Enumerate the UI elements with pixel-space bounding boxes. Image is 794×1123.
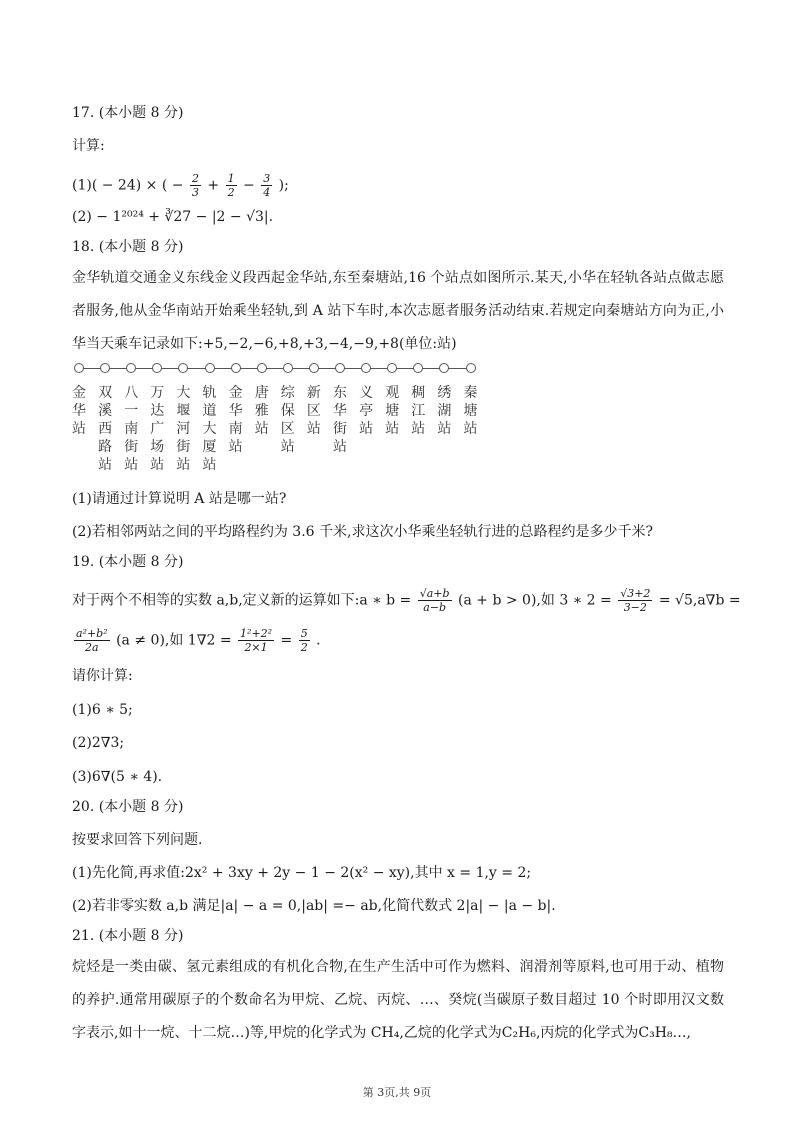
fraction-denominator: 2: [227, 186, 235, 199]
fraction-denominator: 3: [191, 186, 199, 199]
q17-part1-prefix: (1)( − 24) × ( −: [72, 177, 184, 194]
station-name: 观塘站: [385, 385, 400, 437]
q20-prompt: 按要求回答下列问题.: [72, 832, 203, 848]
station-name: 综保区站: [280, 385, 295, 455]
station-marker-icon: [74, 363, 84, 373]
station-name: 万达广场站: [150, 385, 165, 473]
fraction: [190, 172, 201, 199]
fraction-numerator: 3: [263, 172, 271, 185]
station-name: 东华街站: [333, 385, 347, 455]
station-marker-icon: [466, 363, 476, 373]
q19-prompt: 请你计算:: [72, 668, 133, 684]
station-name: 轨道大厦站: [202, 385, 217, 473]
station-marker-icon: [361, 363, 371, 373]
station-name: 金华南站: [228, 385, 243, 455]
station-marker-icon: [257, 363, 267, 373]
fraction-denominator: 4: [263, 186, 271, 199]
q21-header: 21. (本小题 8 分): [72, 928, 184, 944]
station-name: 大堰河街站: [176, 385, 191, 473]
station-name: 新区站: [306, 385, 321, 437]
metro-line-diagram: [68, 362, 478, 473]
q19-intro-text: .: [316, 632, 321, 649]
station-marker-icon: [100, 363, 110, 373]
station-marker-icon: [126, 363, 136, 373]
station-marker-icon: [231, 363, 241, 373]
fraction-denominator: a−b: [423, 601, 447, 614]
q20-sub1: (1)先化简,再求值:2x² + 3xy + 2y − 1 − 2(x² − xy),其中 x = 1,y = 2;: [72, 865, 532, 881]
fraction-denominator: 2×1: [244, 641, 268, 654]
q19-intro-line2: [72, 627, 321, 654]
q17-part1: [72, 172, 289, 199]
q17-part1-suffix: );: [278, 177, 289, 194]
q17-prompt: 计算:: [72, 138, 105, 154]
station-marker-icon: [413, 363, 423, 373]
q20-sub2: (2)若非零实数 a,b 满足|a| − a = 0,|ab| =− ab,化简代数式 2|a| − |a − b|.: [72, 898, 556, 914]
station-name: 唐雅站: [254, 385, 269, 437]
station-name: 八一南街站: [124, 385, 139, 473]
q17-header: 17. (本小题 8 分): [72, 105, 184, 121]
station-marker-icon: [152, 363, 162, 373]
fraction: [226, 172, 237, 199]
station-marker-icon: [309, 363, 319, 373]
station-marker-icon: [335, 363, 345, 373]
fraction-numerator: 5: [300, 627, 308, 640]
q18-sub1: (1)请通过计算说明 A 站是哪一站?: [72, 491, 287, 507]
station-name: 双溪西路站: [98, 385, 113, 473]
fraction: [238, 627, 274, 654]
fraction: [418, 587, 452, 614]
q17-part2: (2) − 1²⁰²⁴ + ∛27 − |2 − √3|.: [72, 209, 274, 225]
fraction: [74, 627, 110, 654]
station-name: 金华站: [72, 385, 86, 437]
station-name: 稠江站: [411, 385, 426, 437]
station-marker-icon: [439, 363, 449, 373]
station-marker-icon: [387, 363, 397, 373]
q19-intro-text: = √5,a∇b =: [658, 592, 741, 609]
q19-sub3: (3)6∇(5 ∗ 4).: [72, 769, 163, 785]
fraction-numerator: 1²+2²: [240, 627, 273, 640]
fraction-numerator: √a+b: [419, 587, 450, 600]
station-marker-icon: [178, 363, 188, 373]
fraction: [299, 627, 310, 654]
fraction-denominator: 2: [300, 641, 308, 654]
fraction: [618, 587, 652, 614]
fraction: [261, 172, 272, 199]
station-name: 义亭站: [359, 385, 374, 437]
fraction-numerator: 2: [191, 172, 199, 185]
q19-intro-line1: [72, 587, 741, 614]
q19-sub1: (1)6 ∗ 5;: [72, 702, 133, 718]
fraction-numerator: 1: [227, 172, 235, 185]
page-footer: 第 3页,共 9页: [362, 1086, 432, 1099]
fraction-numerator: √3+2: [620, 587, 651, 600]
operator: =: [280, 632, 293, 649]
station-name: 秦塘站: [463, 385, 478, 437]
q19-intro-text: 对于两个不相等的实数 a,b,定义新的运算如下:a ∗ b =: [72, 592, 412, 609]
q19-intro-text: (a ≠ 0),如 1∇2 =: [116, 632, 232, 649]
station-name: 绣湖站: [437, 385, 452, 437]
q18-header: 18. (本小题 8 分): [72, 239, 184, 255]
q20-header: 20. (本小题 8 分): [72, 799, 184, 815]
fraction-numerator: a²+b²: [76, 627, 108, 640]
q21-body: 烷烃是一类由碳、氢元素组成的有机化合物,在生产生活中可作为燃料、润滑剂等原料,也可用于动、植物的养护.通常用碳原子的个数命名为甲烷、乙烷、丙烷、…、癸烷(当碳原子数目超过 10 个时即用汉文数字表示,如十一烷、十二烷…)等,甲烷的化学式为 CH₄,乙烷的化学式为C₂H₆,丙烷的化学式为C₃H₈…,: [72, 959, 724, 1041]
fraction-denominator: 3−2: [623, 601, 647, 614]
q18-body: 金华轨道交通金义东线金义段西起金华站,东至秦塘站,16 个站点如图所示.某天,小华在轻轨各站点做志愿者服务,他从金华南站开始乘坐轻轨,到 A 站下车时,本次志愿者服务活动结束.若规定向秦塘站方向为正,小华当天乘车记录如下:+5,−2,−6,+8,+3,−4,−9,+8(单位:站): [72, 270, 724, 352]
station-marker-icon: [283, 363, 293, 373]
q19-intro-text: (a + b > 0),如 3 ∗ 2 =: [458, 592, 612, 609]
station-marker-icon: [205, 363, 215, 373]
operator: +: [207, 177, 220, 194]
fraction-denominator: 2a: [85, 641, 99, 654]
q19-sub2: (2)2∇3;: [72, 735, 125, 751]
q18-sub2: (2)若相邻两站之间的平均路程约为 3.6 千米,求这次小华乘坐轻轨行进的总路程约是多少千米?: [72, 524, 653, 540]
q19-header: 19. (本小题 8 分): [72, 554, 184, 570]
operator: −: [243, 177, 255, 194]
